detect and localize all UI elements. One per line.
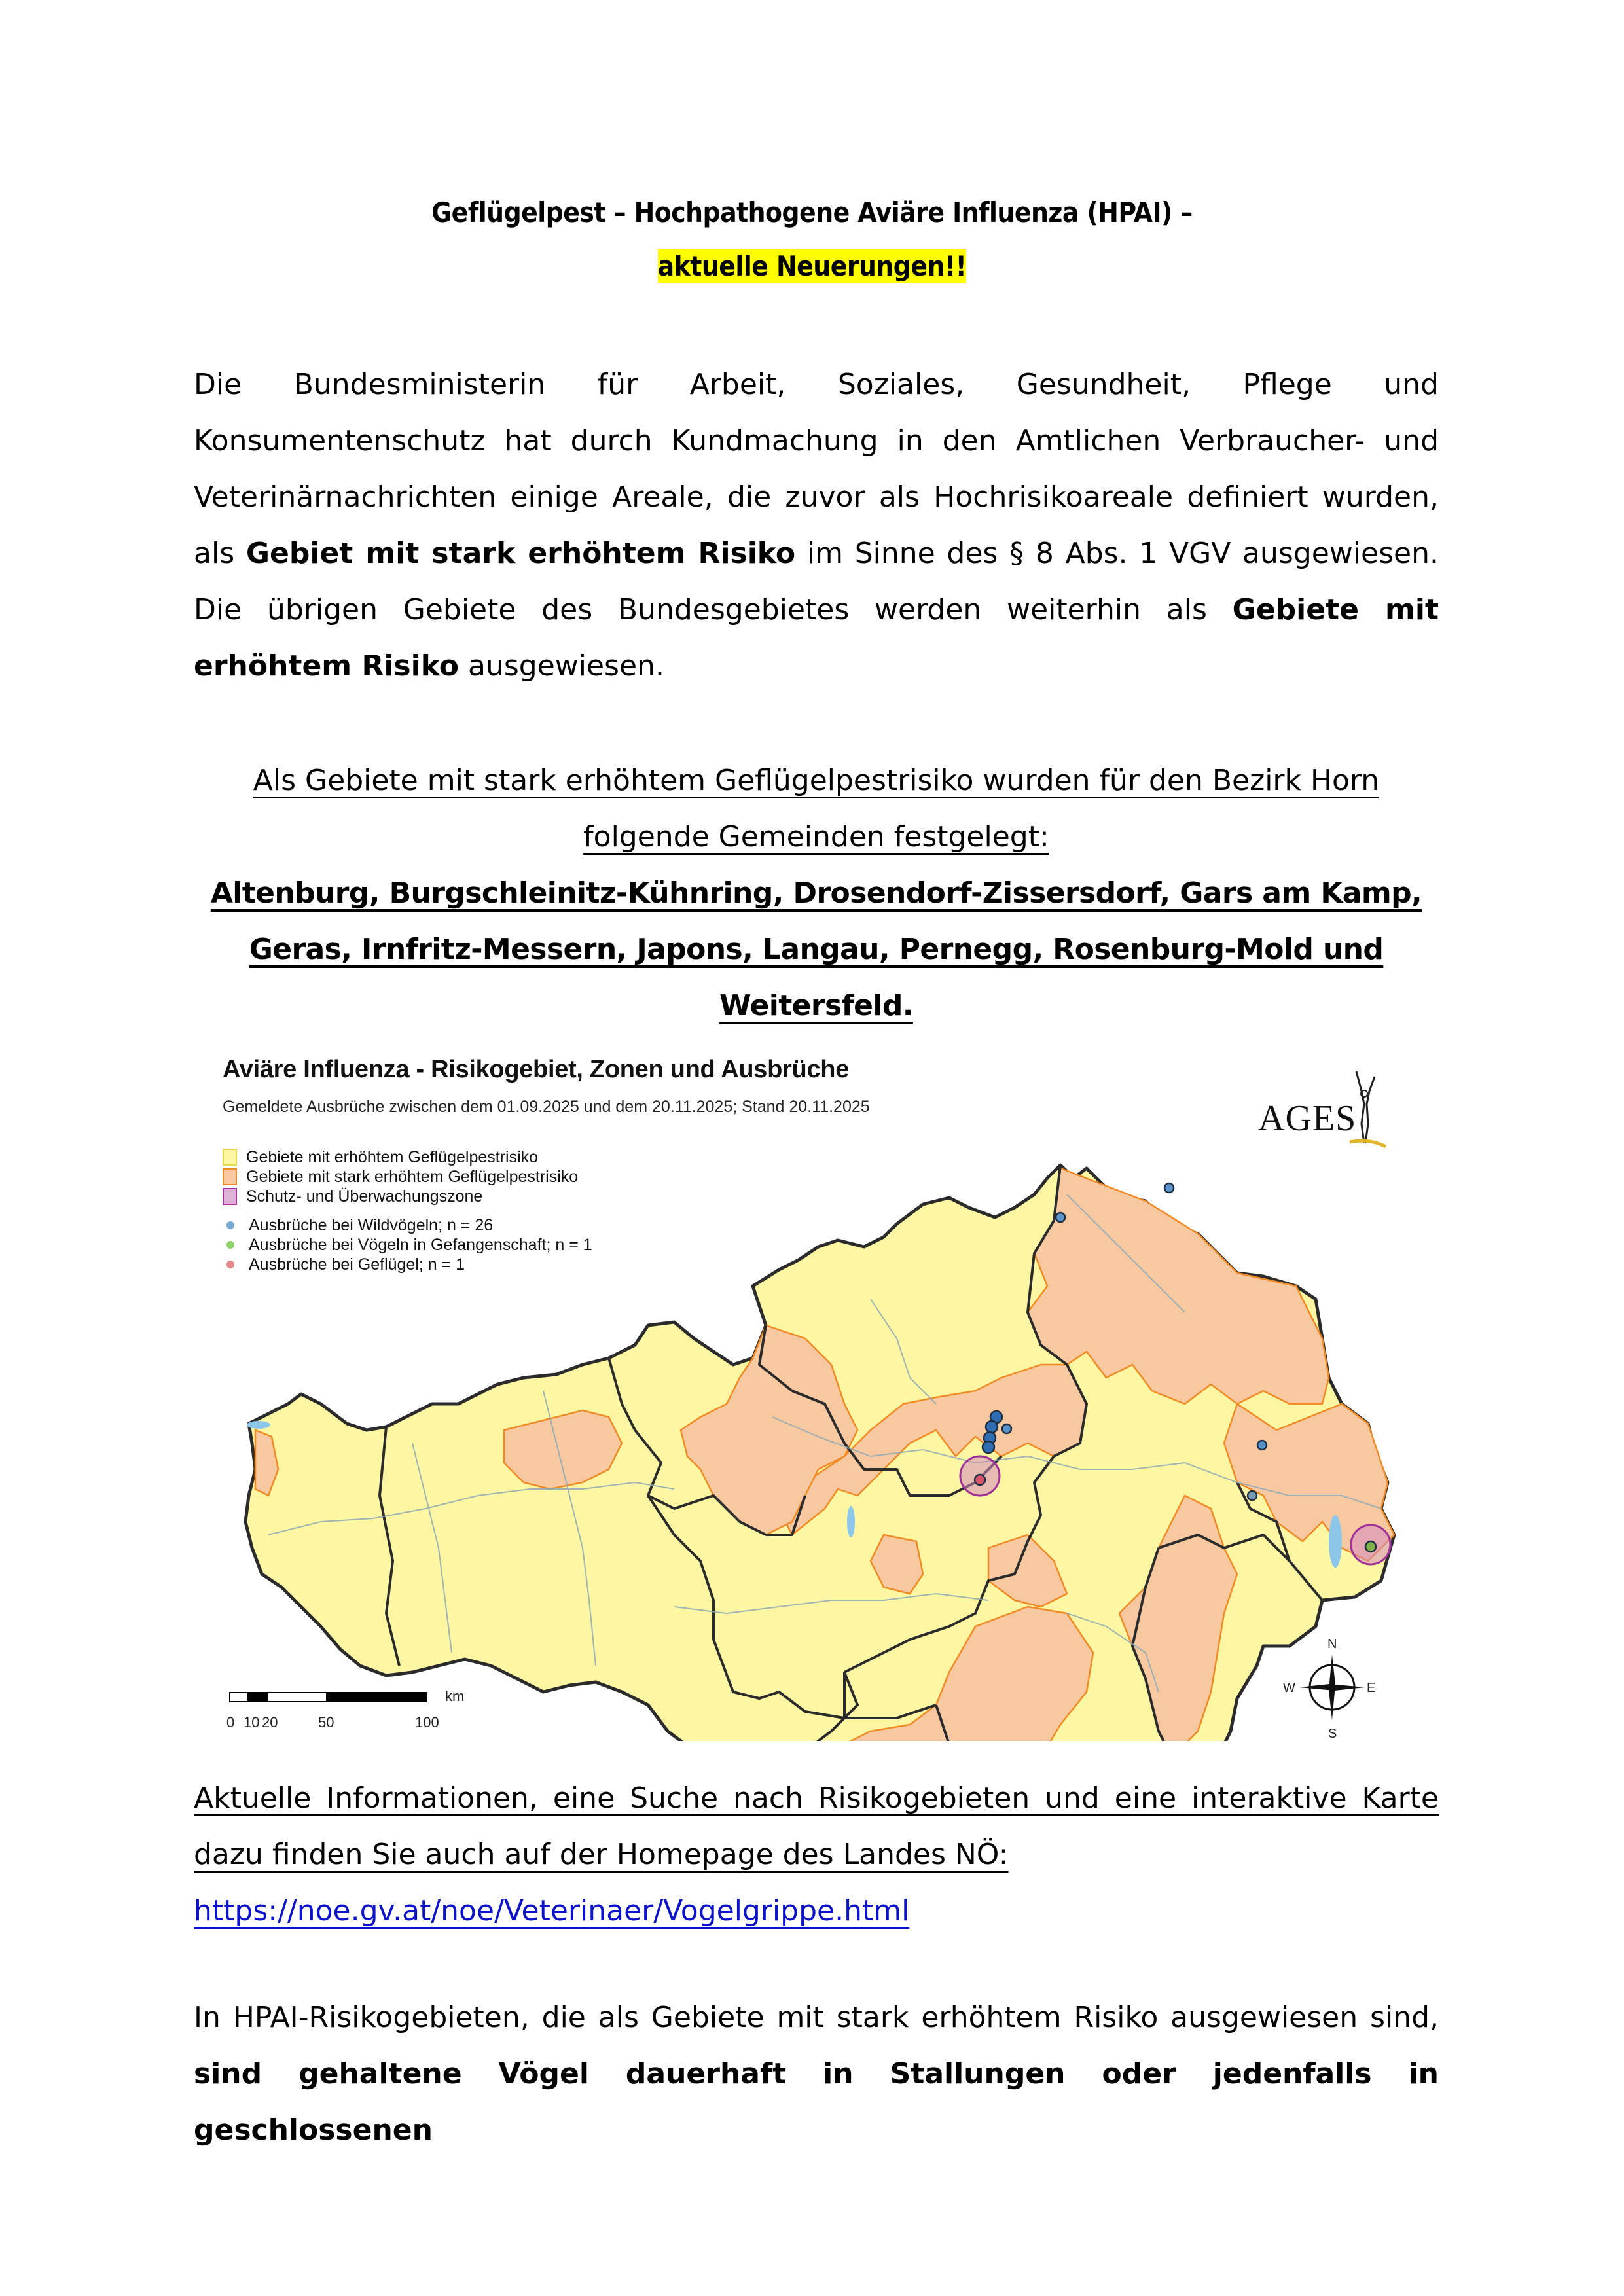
legend-item-poultry xyxy=(223,1255,592,1274)
compass-n: N xyxy=(1327,1637,1337,1651)
scale-tick: 100 xyxy=(415,1714,439,1731)
legend-label: Gebiete mit stark erhöhtem Geflügelpestrisiko xyxy=(246,1167,579,1186)
legend-label: Gebiete mit erhöhtem Geflügelpestrisiko xyxy=(246,1147,539,1166)
closing-text-1: In HPAI-Risikogebieten, die als Gebiete mit stark erhöhtem Risiko ausgewiesen sind, xyxy=(194,2001,1439,2034)
compass-e: E xyxy=(1367,1681,1376,1695)
blue-dot-icon xyxy=(226,1221,234,1229)
ages-logo-text: AGES xyxy=(1258,1098,1357,1139)
compass-rose xyxy=(1257,1630,1407,1741)
compass-s: S xyxy=(1328,1727,1337,1741)
closing-paragraph xyxy=(194,1990,1439,2159)
intro-text-3: ausgewiesen. xyxy=(459,649,664,683)
intro-bold-2: Gebiete mit erhöhtem Risiko xyxy=(194,593,1439,683)
legend-item-high-risk xyxy=(223,1167,592,1187)
vogelgrippe-link[interactable]: https://noe.gv.at/noe/Veterinaer/Vogelgrippe.html xyxy=(194,1894,910,1928)
document-title: Geflügelpest – Hochpathogene Aviäre Influenza (HPAI) – xyxy=(431,196,1193,228)
legend-item-captive-birds xyxy=(223,1235,592,1255)
legend-item-protection-zone xyxy=(223,1187,592,1206)
map-title: Aviäre Influenza - Risikogebiet, Zonen und Ausbrüche xyxy=(223,1056,850,1083)
scale-tick: 10 xyxy=(244,1714,260,1731)
ages-logo xyxy=(1258,1065,1389,1163)
compass-icon xyxy=(1257,1630,1407,1741)
yellow-swatch-icon xyxy=(223,1149,237,1166)
map-legend xyxy=(223,1147,592,1274)
closing-bold-1: sind gehaltene Vögel dauerhaft in Stallungen oder jedenfalls in geschlossenen xyxy=(194,2057,1439,2147)
scale-tick: 50 xyxy=(318,1714,334,1731)
scale-bar xyxy=(226,1688,465,1738)
horn-intro-text: Als Gebiete mit stark erhöhtem Geflügelpestrisiko wurden für den Bezirk Horn folgende Gemeinden festgelegt: xyxy=(253,764,1380,853)
legend-label: Ausbrüche bei Vögeln in Gefangenschaft; n = 1 xyxy=(249,1235,592,1254)
orange-swatch-icon xyxy=(223,1168,237,1185)
intro-text-2: im Sinne des § 8 Abs. 1 VGV ausgewiesen. Die übrigen Gebiete des Bundesgebietes werden weiterhin als xyxy=(194,537,1439,626)
austria-map-svg xyxy=(216,1037,1427,1741)
info-block xyxy=(194,1770,1439,1939)
ages-figure-icon xyxy=(1258,1065,1389,1163)
scale-tick: 20 xyxy=(262,1714,278,1731)
legend-label: Ausbrüche bei Geflügel; n = 1 xyxy=(249,1255,465,1274)
wild-bird-outbreak-marker xyxy=(983,1441,994,1453)
risk-map xyxy=(216,1037,1427,1741)
wild-bird-outbreak-marker xyxy=(1257,1441,1267,1450)
wild-bird-outbreak-marker xyxy=(1002,1424,1011,1433)
info-text-content: Aktuelle Informationen, eine Suche nach Risikogebieten und eine interaktive Karte dazu finden Sie auch auf der Homepage des Landes NÖ: xyxy=(194,1782,1439,1871)
purple-swatch-icon xyxy=(223,1188,237,1205)
legend-label: Schutz- und Überwachungszone xyxy=(246,1187,483,1206)
red-dot-icon xyxy=(226,1261,234,1268)
legend-item-elevated-risk xyxy=(223,1147,592,1167)
map-subtitle: Gemeldete Ausbrüche zwischen dem 01.09.2025 und dem 20.11.2025; Stand 20.11.2025 xyxy=(223,1098,870,1116)
scale-tick: 0 xyxy=(226,1714,235,1731)
horn-municipalities xyxy=(194,865,1439,1034)
captive-bird-outbreak-marker xyxy=(1365,1541,1376,1552)
wild-bird-outbreak-marker xyxy=(1248,1491,1257,1500)
intro-paragraph xyxy=(194,357,1439,694)
legend-item-wild-birds xyxy=(223,1215,592,1235)
wild-bird-outbreak-marker xyxy=(1164,1183,1174,1193)
document-subtitle xyxy=(0,250,1624,282)
horn-intro xyxy=(194,753,1439,865)
wild-bird-outbreak-marker xyxy=(986,1421,998,1433)
green-dot-icon xyxy=(226,1241,234,1249)
wild-bird-outbreak-marker xyxy=(1056,1213,1065,1222)
info-text xyxy=(194,1770,1439,1883)
poultry-outbreak-marker xyxy=(975,1475,985,1485)
highlighted-subtitle: aktuelle Neuerungen!! xyxy=(657,250,967,282)
legend-label: Ausbrüche bei Wildvögeln; n = 26 xyxy=(249,1215,494,1234)
intro-text-1: Die Bundesministerin für Arbeit, Soziales, Gesundheit, Pflege und Konsumentenschutz hat durch Kundmachung in den Amtlichen Verbraucher- und Veterinärnachrichten einige Areale, die zuvor als Hochrisikoareale definiert wurden, als xyxy=(194,368,1439,570)
intro-bold-1: Gebiet mit stark erhöhtem Risiko xyxy=(245,537,796,570)
scale-unit: km xyxy=(445,1688,465,1704)
compass-w: W xyxy=(1283,1681,1295,1695)
horn-municipalities-text: Altenburg, Burgschleinitz-Kühnring, Drosendorf-Zissersdorf, Gars am Kamp, Geras, Irnfritz-Messern, Japons, Langau, Pernegg, Rosenburg-Mold und Weitersfeld. xyxy=(210,876,1422,1022)
